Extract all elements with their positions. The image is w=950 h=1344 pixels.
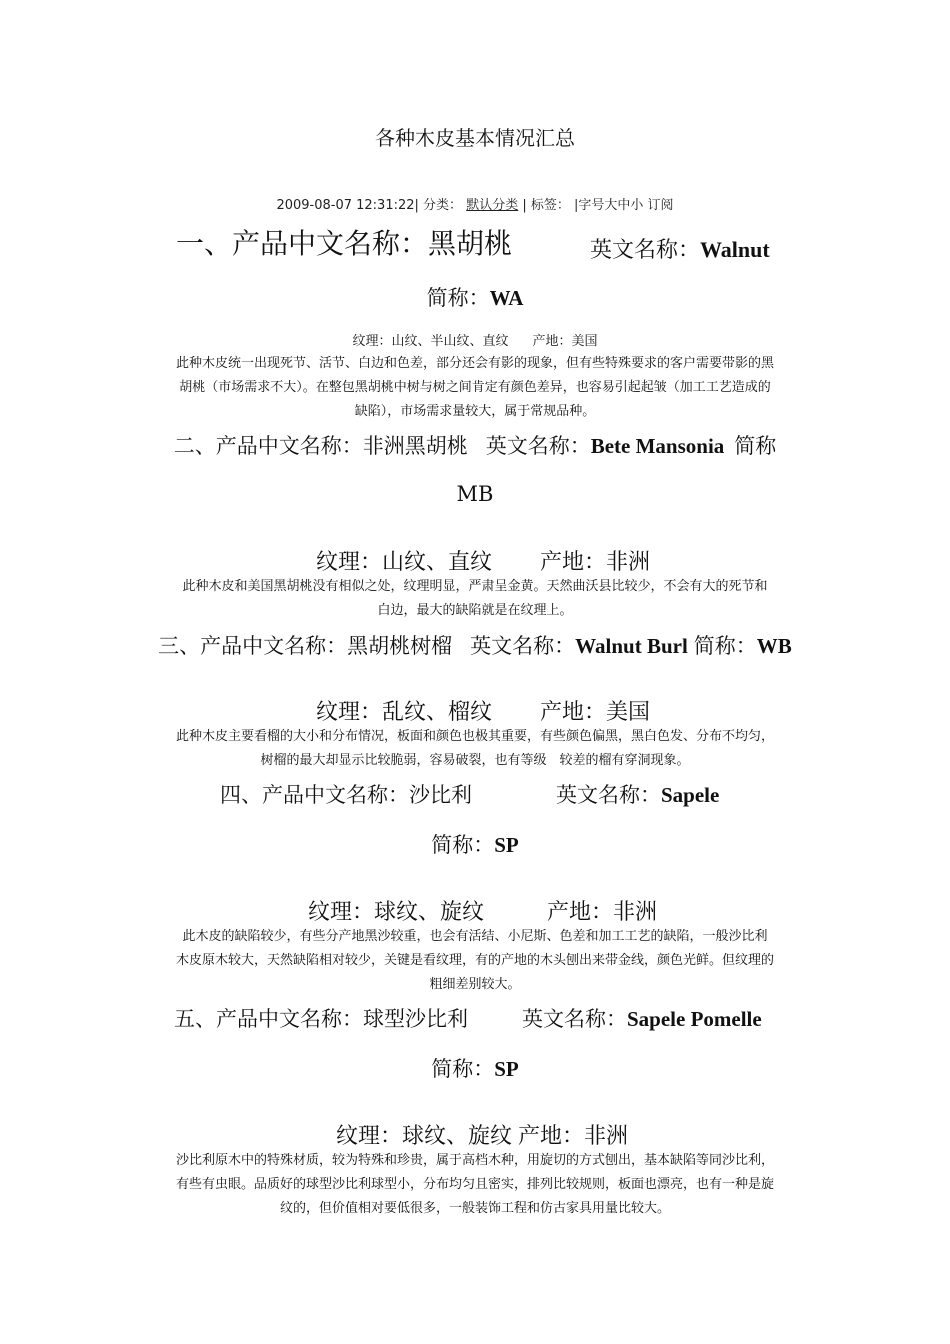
description-line: 此种木皮统一出现死节、活节、白边和色差，部分还会有影的现象，但有些特殊要求的客户需要带影的黑 [175,356,774,371]
en-name-label: 英文名称： [470,634,576,658]
section-3-description [142,725,808,773]
description-line: 粗细差别较大。 [429,977,521,992]
section-3-origin: 产地：美国 [540,700,651,725]
cn-name: 三、产品中文名称：黑胡桃树榴 [158,634,453,658]
section-4-grain: 纹理：球纹、旋纹 [308,900,485,925]
description-line: 有些有虫眼。品质好的球型沙比利球型小，分布均匀且密实，排列比较规则，板面也漂亮，也有一种是旋 [175,1177,774,1192]
description-line: 树榴的最大却显示比较脆弱，容易破裂，也有等级 较差的榴有穿洞现象。 [260,753,690,768]
section-5-description [142,1149,808,1221]
section-1-description [142,352,808,424]
en-name-label: 英文名称： [522,1007,627,1031]
section-4-origin: 产地：非洲 [547,900,658,925]
abbr-label: 简称 [734,434,777,458]
section-5-en-name [522,1003,762,1033]
cn-name: 二、产品中文名称：非洲黑胡桃 [173,434,468,458]
description-line: 纹的，但价值相对要低很多，一般装饰工程和仿古家具用量比较大。 [279,1201,670,1216]
post-datetime: 2009-08-07 12:31:22 [276,198,415,213]
section-4-cn-name: 四、产品中文名称：沙比利 [220,783,472,807]
description-line: 沙比利原木中的特殊材质，较为特殊和珍贵，属于高档木种，用旋切的方式刨出，基本缺陷等同沙比利， [175,1153,774,1168]
section-5-abbr [0,1053,950,1083]
section-1-abbr [0,282,950,312]
section-4-description [142,925,808,997]
section-5-origin: 产地：非洲 [518,1124,629,1149]
section-2-description [142,575,808,623]
en-name-label: 英文名称： [485,434,591,458]
grain-text: 纹理：山纹、半山纹、直纹 [352,334,509,349]
en-name-value: Bete Mansonia [590,434,725,458]
section-1-grain-origin [0,330,950,349]
description-line: 此种木皮和美国黑胡桃没有相似之处，纹理明显，严肃呈金黄。天然曲沃县比较少，不会有大的死节和 [182,579,768,594]
abbr-label: 简称： [431,1057,495,1081]
description-line: 白边，最大的缺陷就是在纹理上。 [377,603,573,618]
section-5-cn-name: 五、产品中文名称：球型沙比利 [174,1007,468,1031]
en-name-value: Sapele Pomelle [627,1007,762,1031]
abbr-label: 简称： [426,286,490,310]
section-4-en-name [556,779,719,809]
abbr-label: 简称： [431,833,495,857]
section-3-heading [0,630,950,660]
meta-separator: | [522,198,527,213]
description-line: 木皮原木较大，天然缺陷相对较少，关键是看纹理，有的产地的木头刨出来带金线，颜色光鲜。但纹理的 [175,953,774,968]
section-1-cn-name: 一、产品中文名称：黑胡桃 [176,227,513,260]
description-line: 此木皮的缺陷较少，有些分产地黑沙较重，也会有活结、小尼斯、色差和加工工艺的缺陷，一般沙比利 [182,929,768,944]
section-2-grain: 纹理：山纹、直纹 [316,550,493,575]
abbr-value: WB [756,634,792,658]
section-2-abbr: MB [456,482,494,506]
tags-label: 标签： [530,198,570,213]
en-name-value: Walnut [700,237,770,262]
en-name-label: 英文名称： [590,238,701,263]
origin-text: 产地：美国 [532,334,598,349]
section-2-heading [0,430,950,460]
abbr-value: SP [494,833,519,857]
font-size-subscribe[interactable]: |字号大中小 订阅 [574,198,674,213]
page-title: 各种木皮基本情况汇总 [375,126,575,150]
en-name-value: Sapele [661,783,720,807]
category-link[interactable]: 默认分类 [466,198,519,213]
section-3-grain: 纹理：乱纹、榴纹 [316,700,493,725]
abbr-value: SP [494,1057,519,1081]
abbr-label: 简称： [693,634,757,658]
description-line: 此种木皮主要看榴的大小和分布情况，板面和颜色也极其重要，有些颜色偏黑，黑白色发、分布不均匀， [175,729,774,744]
section-1-en-name [590,233,770,264]
en-name-value: Walnut Burl [575,634,688,658]
section-2-origin: 产地：非洲 [540,550,651,575]
en-name-label: 英文名称： [556,783,661,807]
section-5-grain: 纹理：球纹、旋纹 [336,1124,513,1149]
post-meta [0,194,950,213]
category-label: 分类： [423,198,463,213]
meta-separator: | [414,198,419,213]
description-line: 胡桃（市场需求不大）。在整包黑胡桃中树与树之间肯定有颜色差异，也容易引起起皱（加工工艺造成的 [179,380,771,395]
description-line: 缺陷），市场需求量较大，属于常规品种。 [354,404,596,419]
section-4-abbr [0,829,950,859]
abbr-value: WA [489,286,524,310]
